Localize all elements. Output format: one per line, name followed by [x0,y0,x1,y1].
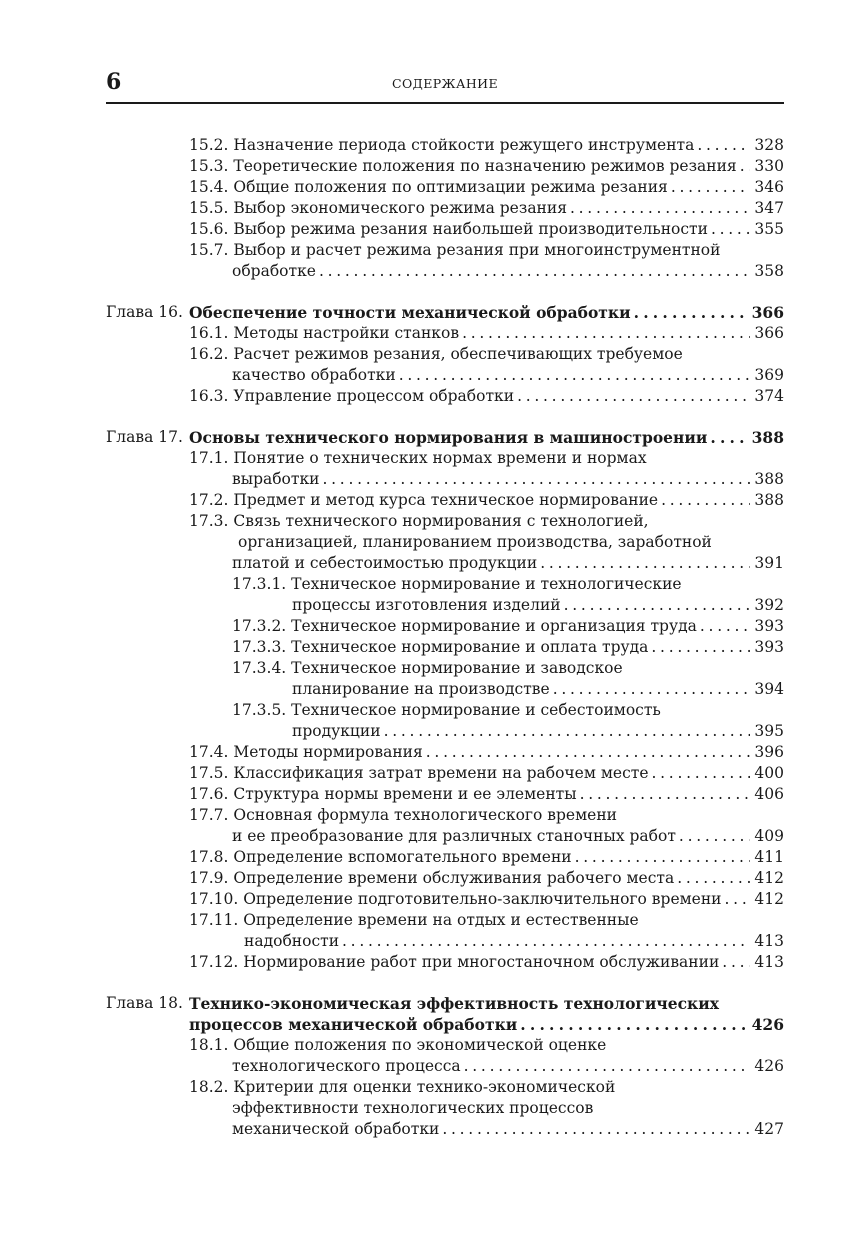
toc-entry-17-3-1[interactable]: процессы изготовления изделий . . . 392 [292,595,784,616]
page-number: 6 [106,69,122,95]
toc-entry-15-7[interactable]: обработке . . . 358 [232,261,784,282]
toc-entry-17-3-4[interactable]: планирование на производстве . . . 394 [292,679,784,700]
toc-entry-16-2-line1[interactable]: 16.2. Расчет режимов резания, обеспечивающих требуемое [189,345,683,363]
toc-entry-18-2-line2[interactable]: эффективности технологических процессов [232,1099,594,1117]
toc-page: 388 [754,491,784,509]
toc-entry-15-5[interactable]: 15.5. Выбор экономического режима резания . . . 347 [189,198,784,219]
running-header [106,68,784,104]
toc-page: 413 [754,953,784,971]
toc-page: 392 [754,596,784,614]
toc-entry-17-11[interactable]: надобности . . . 413 [244,931,784,952]
toc-entry-16-1[interactable]: 16.1. Методы настройки станков . . . 366 [189,323,784,344]
toc-entry-17-7-line1[interactable]: 17.7. Основная формула технологического времени [189,806,617,824]
toc-chapter-18-line1[interactable]: Технико-экономическая эффективность технологических [189,994,719,1013]
toc-entry-17-6[interactable]: 17.6. Структура нормы времени и ее элементы . . . 406 [189,784,784,805]
running-title: СОДЕРЖАНИЕ [392,76,498,91]
toc-entry-18-2-line1[interactable]: 18.2. Критерии для оценки технико-экономической [189,1078,616,1096]
toc-entry-17-3-5[interactable]: продукции . . . 395 [292,721,784,742]
toc-page: 426 [751,1015,784,1034]
toc-page: 426 [754,1057,784,1075]
toc-page: 409 [754,827,784,845]
toc-page: 412 [754,890,784,908]
toc-page: 400 [754,764,784,782]
toc-page: 393 [754,638,784,656]
toc-entry-17-1[interactable]: выработки . . . 388 [232,469,784,490]
toc-page: 391 [754,554,784,572]
toc-entry-17-4[interactable]: 17.4. Методы нормирования . . . 396 [189,742,784,763]
toc-entry-17-3-1-line1[interactable]: 17.3.1. Техническое нормирование и технологические [232,575,682,593]
toc-chapter-17[interactable]: Основы технического нормирования в машиностроении . . . 388 [189,427,784,448]
toc-entry-18-1-line1[interactable]: 18.1. Общие положения по экономической оценке [189,1036,607,1054]
toc-entry-16-3[interactable]: 16.3. Управление процессом обработки . . . 374 [189,386,784,407]
toc-entry-17-1-line1[interactable]: 17.1. Понятие о технических нормах времени и нормах [189,449,647,467]
toc-page: 369 [754,366,784,384]
toc-entry-17-11-line1[interactable]: 17.11. Определение времени на отдых и естественные [189,911,639,929]
toc-page: 394 [754,680,784,698]
toc-entry-17-2[interactable]: 17.2. Предмет и метод курса техническое нормирование . . . 388 [189,490,784,511]
toc-page: 406 [754,785,784,803]
toc-entry-15-6[interactable]: 15.6. Выбор режима резания наибольшей производительности . . . 355 [189,219,784,240]
toc-page: 346 [754,178,784,196]
toc-page: 366 [751,303,784,322]
toc-entry-18-2[interactable]: механической обработки . . . 427 [232,1119,784,1140]
toc-chapter-16[interactable]: Обеспечение точности механической обработки . . . 366 [189,302,784,323]
toc-entry-17-3-2[interactable]: 17.3.2. Техническое нормирование и организация труда . . . 393 [232,616,784,637]
toc-entry-17-7[interactable]: и ее преобразование для различных станочных работ . . . 409 [232,826,784,847]
chapter-label-18: Глава 18. [106,994,183,1012]
toc-page: 366 [754,324,784,342]
toc-entry-15-7-line1[interactable]: 15.7. Выбор и расчет режима резания при многоинструментной [189,241,721,259]
toc-entry-17-3[interactable]: платой и себестоимостью продукции . . . 391 [232,553,784,574]
toc-entry-17-9[interactable]: 17.9. Определение времени обслуживания рабочего места . . . 412 [189,868,784,889]
toc-entry-16-2[interactable]: качество обработки . . . 369 [232,365,784,386]
toc-entry-15-4[interactable]: 15.4. Общие положения по оптимизации режима резания . . . 346 [189,177,784,198]
toc-entry-17-10[interactable]: 17.10. Определение подготовительно-заключительного времени . . . 412 [189,889,784,910]
toc-entry-17-12[interactable]: 17.12. Нормирование работ при многостаночном обслуживании . . . 413 [189,952,784,973]
toc-page: 393 [754,617,784,635]
toc-page: 374 [754,387,784,405]
chapter-label-16: Глава 16. [106,303,183,321]
toc-entry-17-5[interactable]: 17.5. Классификация затрат времени на рабочем месте . . . 400 [189,763,784,784]
chapter-label-17: Глава 17. [106,428,183,446]
toc-page: 347 [754,199,784,217]
toc-entry-17-3-line2[interactable]: организацией, планированием производства, заработной [238,533,712,551]
toc-page: 395 [754,722,784,740]
toc-page: 411 [754,848,784,866]
toc-page: 427 [754,1120,784,1138]
toc-entry-17-3-line1[interactable]: 17.3. Связь технического нормирования с технологией, [189,512,649,530]
toc-entry-17-8[interactable]: 17.8. Определение вспомогательного времени . . . 411 [189,847,784,868]
toc-page: 328 [754,136,784,154]
toc-entry-17-3-4-line1[interactable]: 17.3.4. Техническое нормирование и заводское [232,659,623,677]
toc-entry-18-1[interactable]: технологического процесса . . . 426 [232,1056,784,1077]
toc-page: 413 [754,932,784,950]
toc-entry-17-3-5-line1[interactable]: 17.3.5. Техническое нормирование и себестоимость [232,701,661,719]
toc-page: 412 [754,869,784,887]
toc-page: 396 [754,743,784,761]
toc-page: 388 [754,470,784,488]
toc-page: 355 [754,220,784,238]
toc-chapter-18[interactable]: процессов механической обработки . . . 426 [189,1014,784,1035]
toc-page: 388 [751,428,784,447]
toc-entry-17-3-3[interactable]: 17.3.3. Техническое нормирование и оплата труда . . . 393 [232,637,784,658]
toc-entry-15-3[interactable]: 15.3. Теоретические положения по назначению режимов резания . . . 330 [189,156,784,177]
toc-page: 330 [754,157,784,175]
toc-entry-15-2[interactable]: 15.2. Назначение периода стойкости режущего инструмента . . . 328 [189,135,784,156]
toc-page: 358 [754,262,784,280]
